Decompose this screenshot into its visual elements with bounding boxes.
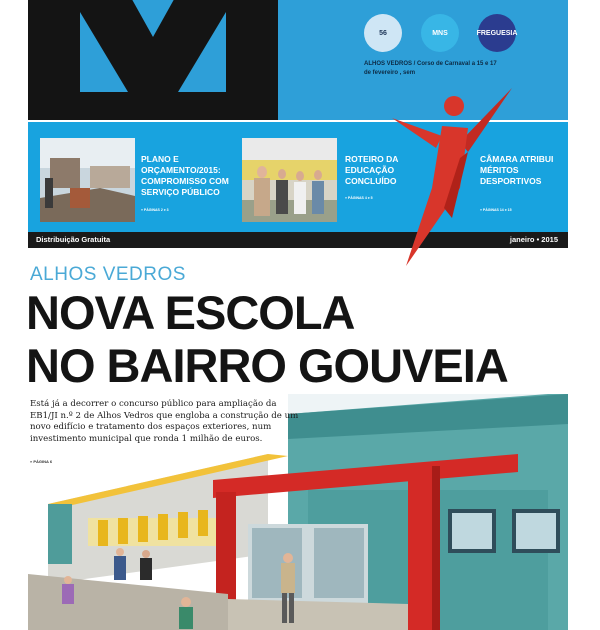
teaser-title[interactable]: PLANO E ORÇAMENTO/2015: COMPROMISSO COM SERVIÇO PÚBLICO <box>141 154 229 197</box>
teaser-page-ref: » PÁGINAS 4 e 5 <box>345 196 373 200</box>
event-notice <box>364 60 564 78</box>
teaser-title[interactable]: CÂMARA ATRIBUI MÉRITOS DESPORTIVOS <box>480 154 554 186</box>
event-line: de fevereiro , sem <box>364 70 416 76</box>
badge-circle: 56 <box>364 14 402 52</box>
section-label: ALHOS VEDROS <box>30 264 186 285</box>
teaser-page-ref: » PÁGINAS 14 e 15 <box>480 208 512 212</box>
distribution-label: Distribuição Gratuita <box>36 235 111 244</box>
municipality-figure-logo <box>392 88 512 268</box>
headline-line-2: NO BAIRRO GOUVEIA <box>26 339 508 392</box>
headline-line-1: NOVA ESCOLA <box>26 286 355 339</box>
lead-paragraph: Está já a decorrer o concurso público para ampliação da EB1/JI n.º 2 de Alhos Vedros que engloba a construção de um novo edifício e tratamento dos espaços exteriores, num investimento municipal que ronda 1 milhão de euros. <box>30 399 299 444</box>
issue-date: janeiro • 2015 <box>509 235 558 244</box>
event-line: ALHOS VEDROS / Corso de Carnaval a 15 e 17 <box>364 61 497 67</box>
badge-circle: FREGUESIA <box>478 14 516 52</box>
lead-page-ref: » PÁGINA 6 <box>30 459 53 464</box>
teaser-photo-group <box>242 138 337 222</box>
teaser-photo-construction <box>40 138 135 222</box>
badge-circle: MNS <box>421 14 459 52</box>
m-logo <box>28 0 278 120</box>
teaser-page-ref: » PÁGINAS 2 e 3 <box>141 208 169 212</box>
teaser-title[interactable]: ROTEIRO DA EDUCAÇÃO CONCLUÍDO <box>345 154 399 186</box>
